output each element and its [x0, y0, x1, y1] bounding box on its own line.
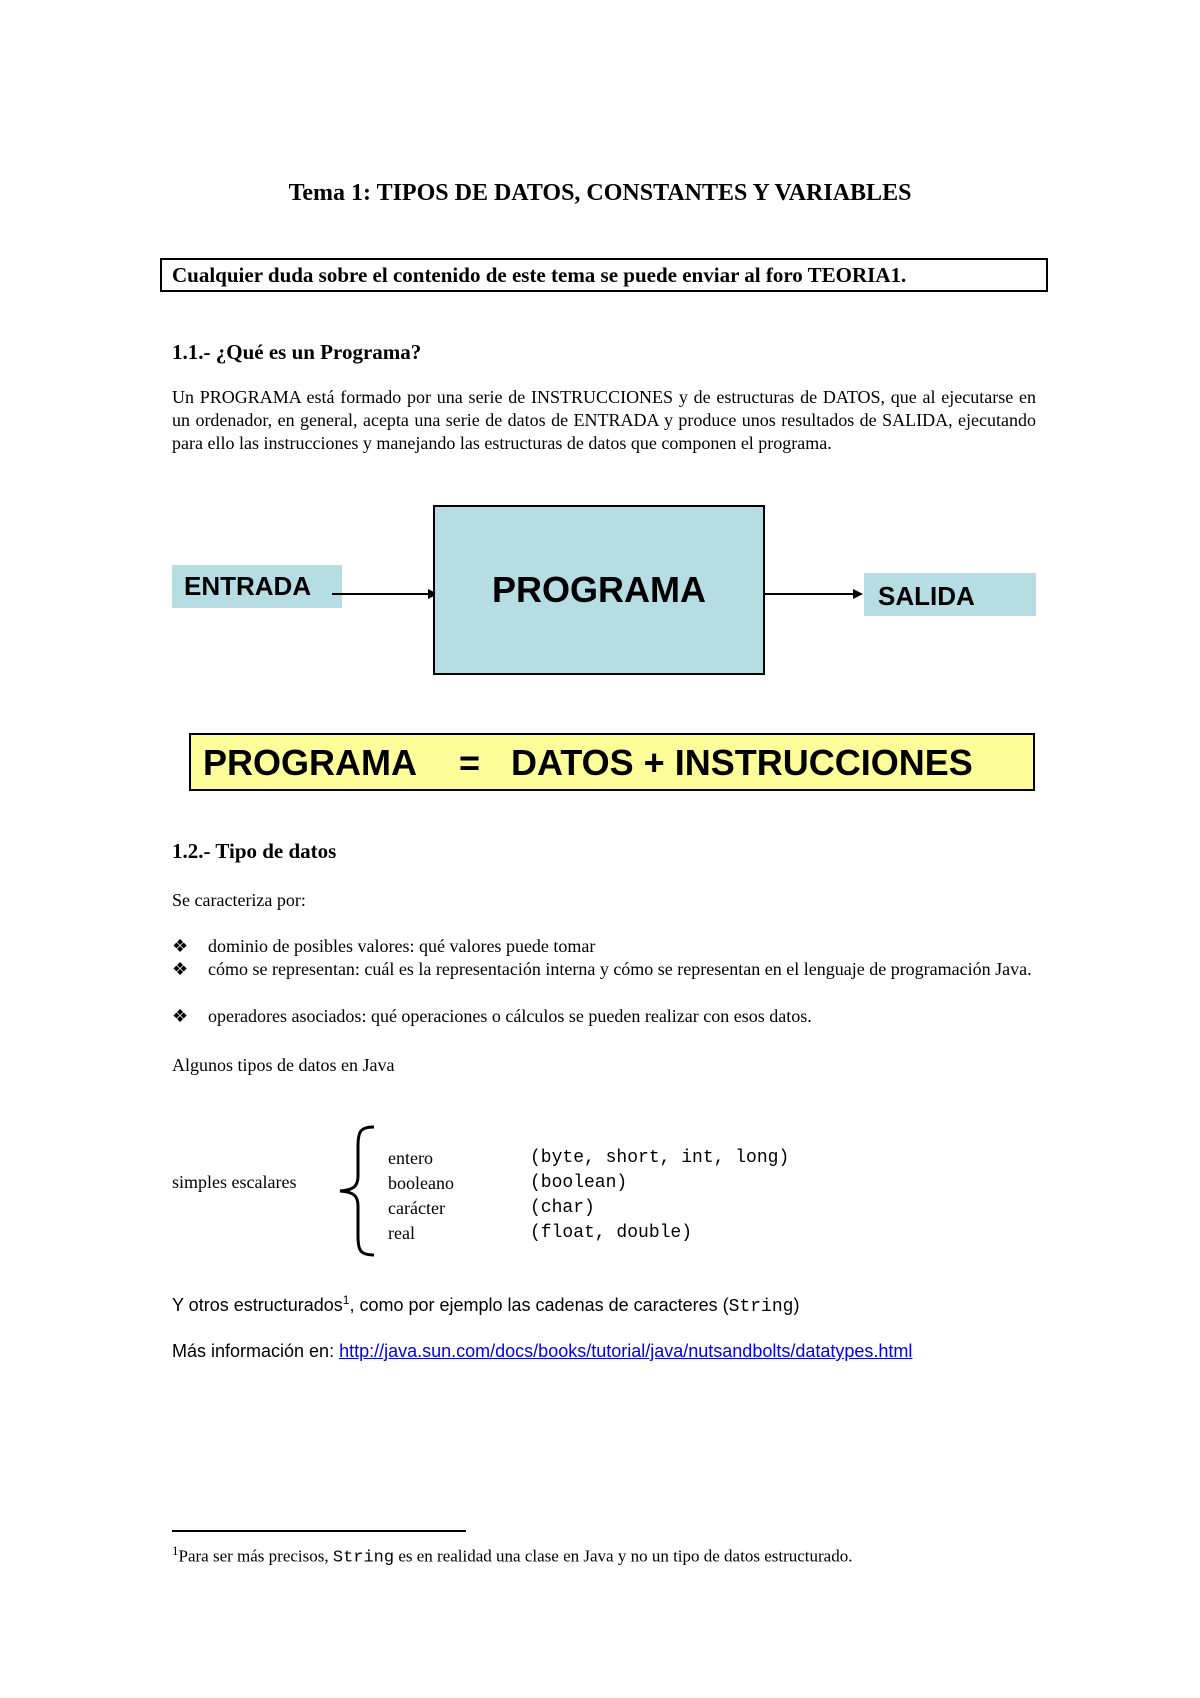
forum-notice: Cualquier duda sobre el contenido de este tema se puede enviar al foro TEORIA1.: [160, 258, 1048, 292]
equation-equals: =: [459, 742, 481, 783]
equation-left: PROGRAMA: [203, 742, 417, 783]
diamond-bullet-icon: ❖: [172, 959, 189, 979]
equation-box: [189, 733, 1035, 791]
more-info-line: [172, 1341, 912, 1362]
list-item: ❖ cómo se representan: cuál es la representación interna y cómo se representan en el lenguaje de programación Java.: [172, 959, 1032, 979]
types-intro: Algunos tipos de datos en Java: [172, 1055, 395, 1075]
type-name: entero: [388, 1148, 433, 1168]
equation-right: DATOS + INSTRUCCIONES: [511, 742, 973, 783]
structured-types-line: Y otros estructurados$^1$, como por ejemplo las cadenas de caracteres (String): [172, 1293, 800, 1317]
diagram-program-box: PROGRAMA: [433, 505, 765, 675]
section-2-intro: Se caracteriza por:: [172, 890, 306, 910]
type-keywords: (byte, short, int, long): [530, 1148, 790, 1168]
type-keywords: (boolean): [530, 1173, 628, 1193]
arrow-output-icon: [765, 580, 865, 610]
diagram-input-box: ENTRADA: [172, 565, 342, 608]
section-heading-2: 1.2.- Tipo de datos: [172, 839, 337, 863]
more-info-label: Más información en:: [172, 1341, 340, 1361]
diamond-bullet-icon: ❖: [172, 936, 189, 956]
footnote-ref: 1: [342, 1293, 350, 1307]
list-item: ❖ dominio de posibles valores: qué valores puede tomar: [172, 936, 596, 956]
footnote: $^1$Para ser más precisos, String es en realidad una clase en Java y no un tipo de datos estructurado.: [172, 1543, 853, 1568]
curly-brace-icon: [334, 1124, 378, 1258]
type-name: carácter: [388, 1198, 445, 1218]
datatypes-link[interactable]: http://java.sun.com/docs/books/tutorial/java/nutsandbolts/datatypes.html: [339, 1341, 913, 1361]
type-name: booleano: [388, 1173, 454, 1193]
list-item: ❖ operadores asociados: qué operaciones o cálculos se pueden realizar con esos datos.: [172, 1006, 812, 1026]
type-name: real: [388, 1223, 415, 1243]
type-keywords: (float, double): [530, 1223, 693, 1243]
diagram-output-box: SALIDA: [864, 573, 1036, 616]
section-1-paragraph: Un PROGRAMA está formado por una serie de INSTRUCCIONES y de estructuras de DATOS, que al ejecutarse en un ordenador, en general, acepta una serie de datos de ENTRADA y produce unos resultados de SALIDA, ejecutando para ello las instrucciones y manejando las estructuras de datos que componen el programa.: [172, 387, 1036, 453]
footnote-separator: [172, 1530, 466, 1532]
type-keywords: (char): [530, 1198, 595, 1218]
diamond-bullet-icon: ❖: [172, 1006, 189, 1026]
page-title: Tema 1: TIPOS DE DATOS, CONSTANTES Y VARIABLES: [288, 180, 912, 206]
group-label: simples escalares: [172, 1172, 297, 1192]
arrow-input-icon: [330, 580, 440, 610]
section-heading-1: 1.1.- ¿Qué es un Programa?: [172, 340, 422, 364]
